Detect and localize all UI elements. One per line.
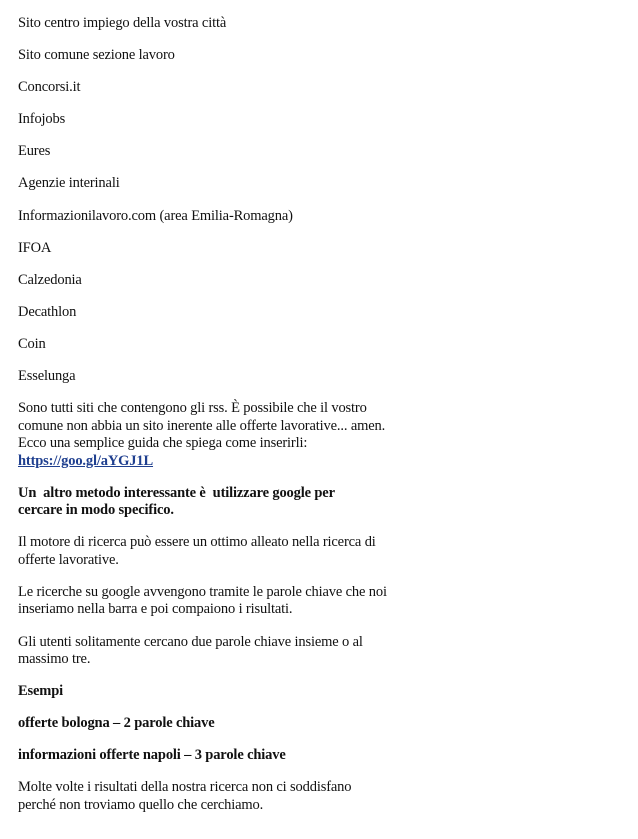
list-item: Esselunga	[18, 368, 76, 385]
keywords-line-1: Le ricerche su google avvengono tramite le parole chiave che noi	[18, 583, 387, 600]
list-item: Sito comune sezione lavoro	[18, 47, 175, 64]
final-line-2: perché non troviamo quello che cerchiamo.	[18, 796, 264, 813]
rss-line-3: Ecco una semplice guida che spiega come inserirli:	[18, 435, 308, 452]
search-engine-paragraph	[18, 534, 418, 569]
final-line-1: Molte volte i risultati della nostra ricerca non ci soddisfano	[18, 779, 352, 796]
list-item: IFOA	[18, 239, 52, 256]
google-method-heading	[18, 485, 418, 520]
search-engine-line-1: Il motore di ricerca può essere un ottimo alleato nella ricerca di	[18, 534, 376, 551]
list-item: Informazionilavoro.com (area Emilia-Romagna)	[18, 207, 293, 224]
keywords-line-2: inseriamo nella barra e poi compaiono i risultati.	[18, 601, 293, 618]
final-paragraph	[18, 779, 418, 814]
google-heading-line-2: cercare in modo specifico.	[18, 502, 174, 519]
rss-line-1: Sono tutti siti che contengono gli rss. È possibile che il vostro	[18, 400, 367, 417]
list-item: Infojobs	[18, 111, 66, 128]
users-paragraph	[18, 634, 418, 669]
examples-heading: Esempi	[18, 683, 64, 700]
list-item: Concorsi.it	[18, 79, 81, 96]
list-item: Sito centro impiego della vostra città	[18, 15, 227, 31]
document-page	[18, 15, 418, 829]
search-engine-line-2: offerte lavorative.	[18, 551, 119, 568]
rss-line-2: comune non abbia un sito inerente alle offerte lavorative... amen.	[18, 417, 386, 434]
google-heading-line-1: Un altro metodo interessante è utilizzare google per	[18, 484, 335, 501]
example-item: offerte bologna – 2 parole chiave	[18, 715, 215, 732]
rss-paragraph	[18, 400, 418, 470]
guide-link[interactable]: https://goo.gl/aYGJ1L	[18, 452, 154, 469]
list-item: Calzedonia	[18, 271, 82, 288]
users-line-2: massimo tre.	[18, 651, 91, 667]
list-item: Coin	[18, 335, 46, 352]
keywords-paragraph	[18, 584, 418, 619]
example-item: informazioni offerte napoli – 3 parole chiave	[18, 747, 286, 764]
users-line-1: Gli utenti solitamente cercano due parole chiave insieme o al	[18, 633, 363, 650]
list-item: Eures	[18, 143, 51, 160]
list-item: Agenzie interinali	[18, 175, 120, 192]
list-item: Decathlon	[18, 303, 77, 320]
